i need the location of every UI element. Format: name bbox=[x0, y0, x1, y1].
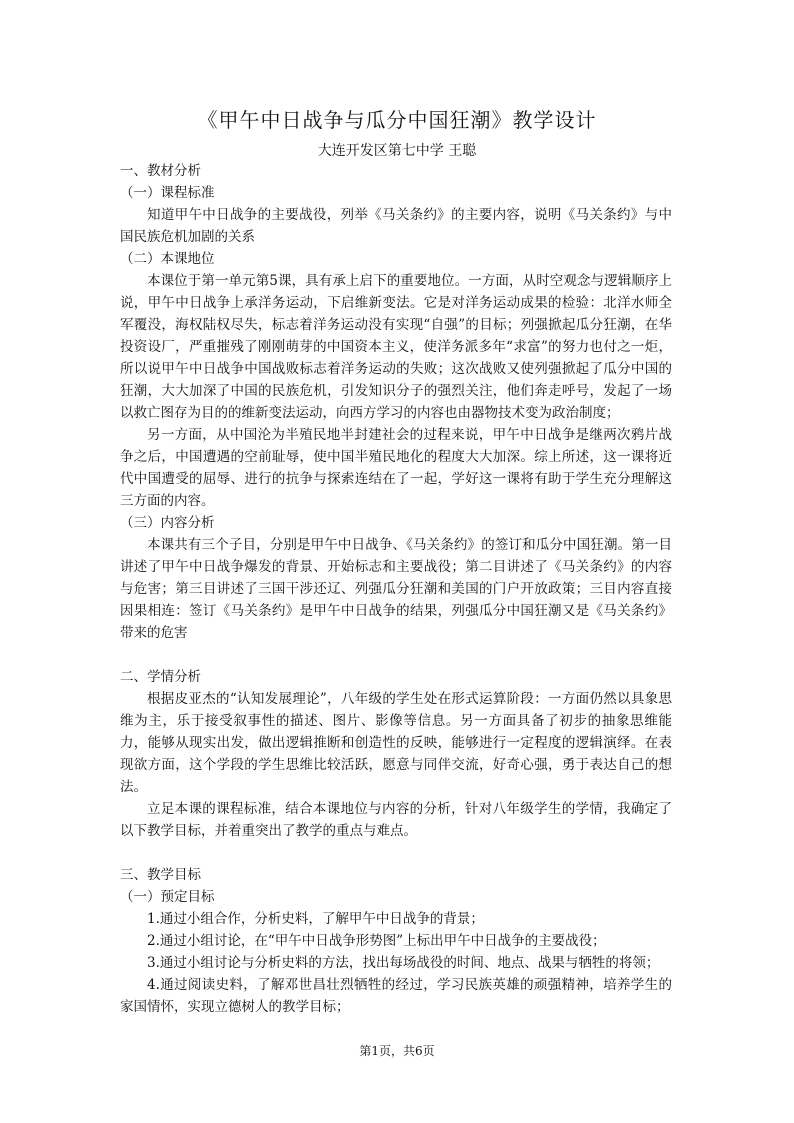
goal-item-3: 3.通过小组讨论与分析史料的方法，找出每场战役的时间、地点、战果与牺牲的将领； bbox=[147, 955, 660, 971]
document-author: 大连开发区第七中学 王聪 bbox=[317, 143, 477, 159]
lesson-position-paragraph-2: 另一方面，从中国沦为半殖民地半封建社会的过程来说，甲午中日战争是继两次鸦片战争之后，中国遭遇的空前耻辱，使中国半殖民地化的程度大大加深。综上所述，这一课将近代中国遭受的屈辱、进行的抗争与探索连结在了一起，学好这一课将有助于学生充分理解这三方面的内容。 bbox=[120, 427, 672, 509]
section-heading-textbook-analysis: 一、教材分析 bbox=[120, 163, 201, 179]
goal-item-4: 4.通过阅读史料，了解邓世昌壮烈牺牲的经过，学习民族英雄的顽强精神，培养学生的家国情怀，实现立德树人的教学目标； bbox=[120, 977, 672, 1015]
section-heading-student-analysis: 二、学情分析 bbox=[120, 669, 201, 685]
goal-item-2: 2.通过小组讨论，在“甲午中日战争形势图”上标出甲午中日战争的主要战役； bbox=[147, 933, 606, 949]
subsection-heading-curriculum-standard: （一）课程标准 bbox=[120, 185, 215, 201]
document-title: 《甲午中日战争与瓜分中国狂潮》教学设计 bbox=[197, 108, 597, 132]
section-spacer bbox=[120, 842, 672, 864]
curriculum-standard-text: 知道甲午中日战争的主要战役，列举《马关条约》的主要内容，说明《马关条约》与中国民族危机加剧的关系 bbox=[120, 207, 672, 245]
goal-item-1: 1.通过小组合作，分析史料，了解甲午中日战争的背景； bbox=[147, 911, 484, 927]
content-analysis-text: 本课共有三个子目，分别是甲午中日战争、《马关条约》的签订和瓜分中国狂潮。第一目讲述了甲午中日战争爆发的背景、开始标志和主要战役；第二目讲述了《马关条约》的内容与危害；第三目讲述了三国干涉还辽、列强瓜分狂潮和美国的门户开放政策；三目内容直接因果相连：签订《马关条约》是甲午中日战争的结果，列强瓜分中国狂潮又是《马关条约》带来的危害 bbox=[120, 537, 672, 641]
subsection-heading-lesson-position: （二）本课地位 bbox=[120, 251, 215, 267]
section-heading-teaching-goals: 三、教学目标 bbox=[120, 867, 201, 883]
lesson-position-paragraph-1: 本课位于第一单元第5课，具有承上启下的重要地位。一方面，从时空观念与逻辑顺序上说，甲午中日战争上承洋务运动，下启维新变法。它是对洋务运动成果的检验：北洋水师全军覆没，海权陆权尽失，标志着洋务运动没有实现“自强”的目标；列强掀起瓜分狂潮，在华投资设厂，严重摧残了刚刚萌芽的中国资本主义，使洋务派多年“求富”的努力也付之一炬，所以说甲午中日战争中国战败标志着洋务运动的失败；这次战败又使列强掀起了瓜分中国的狂潮，大大加深了中国的民族危机，引发知识分子的强烈关注，他们奔走呼号，发起了一场以救亡图存为目的的维新变法运动，向西方学习的内容也由器物技术变为政治制度； bbox=[120, 273, 672, 421]
subsection-heading-preset-goals: （一）预定目标 bbox=[120, 889, 215, 905]
student-analysis-paragraph-2: 立足本课的课程标准，结合本课地位与内容的分析，针对八年级学生的学情，我确定了以下教学目标，并着重突出了教学的重点与难点。 bbox=[120, 801, 672, 839]
page-number-footer: 第1页，共6页 bbox=[359, 1044, 435, 1058]
section-spacer bbox=[120, 644, 672, 666]
document-body bbox=[120, 160, 672, 1018]
subsection-heading-content-analysis: （三）内容分析 bbox=[120, 515, 215, 531]
student-analysis-paragraph-1: 根据皮亚杰的“认知发展理论”，八年级的学生处在形式运算阶段：一方面仍然以具象思维为主，乐于接受叙事性的描述、图片、影像等信息。另一方面具备了初步的抽象思维能力，能够从现实出发，做出逻辑推断和创造性的反映，能够进行一定程度的逻辑演绎。在表现欲方面，这个学段的学生思维比较活跃，愿意与同伴交流，好奇心强，勇于表达自己的想法。 bbox=[120, 691, 672, 795]
